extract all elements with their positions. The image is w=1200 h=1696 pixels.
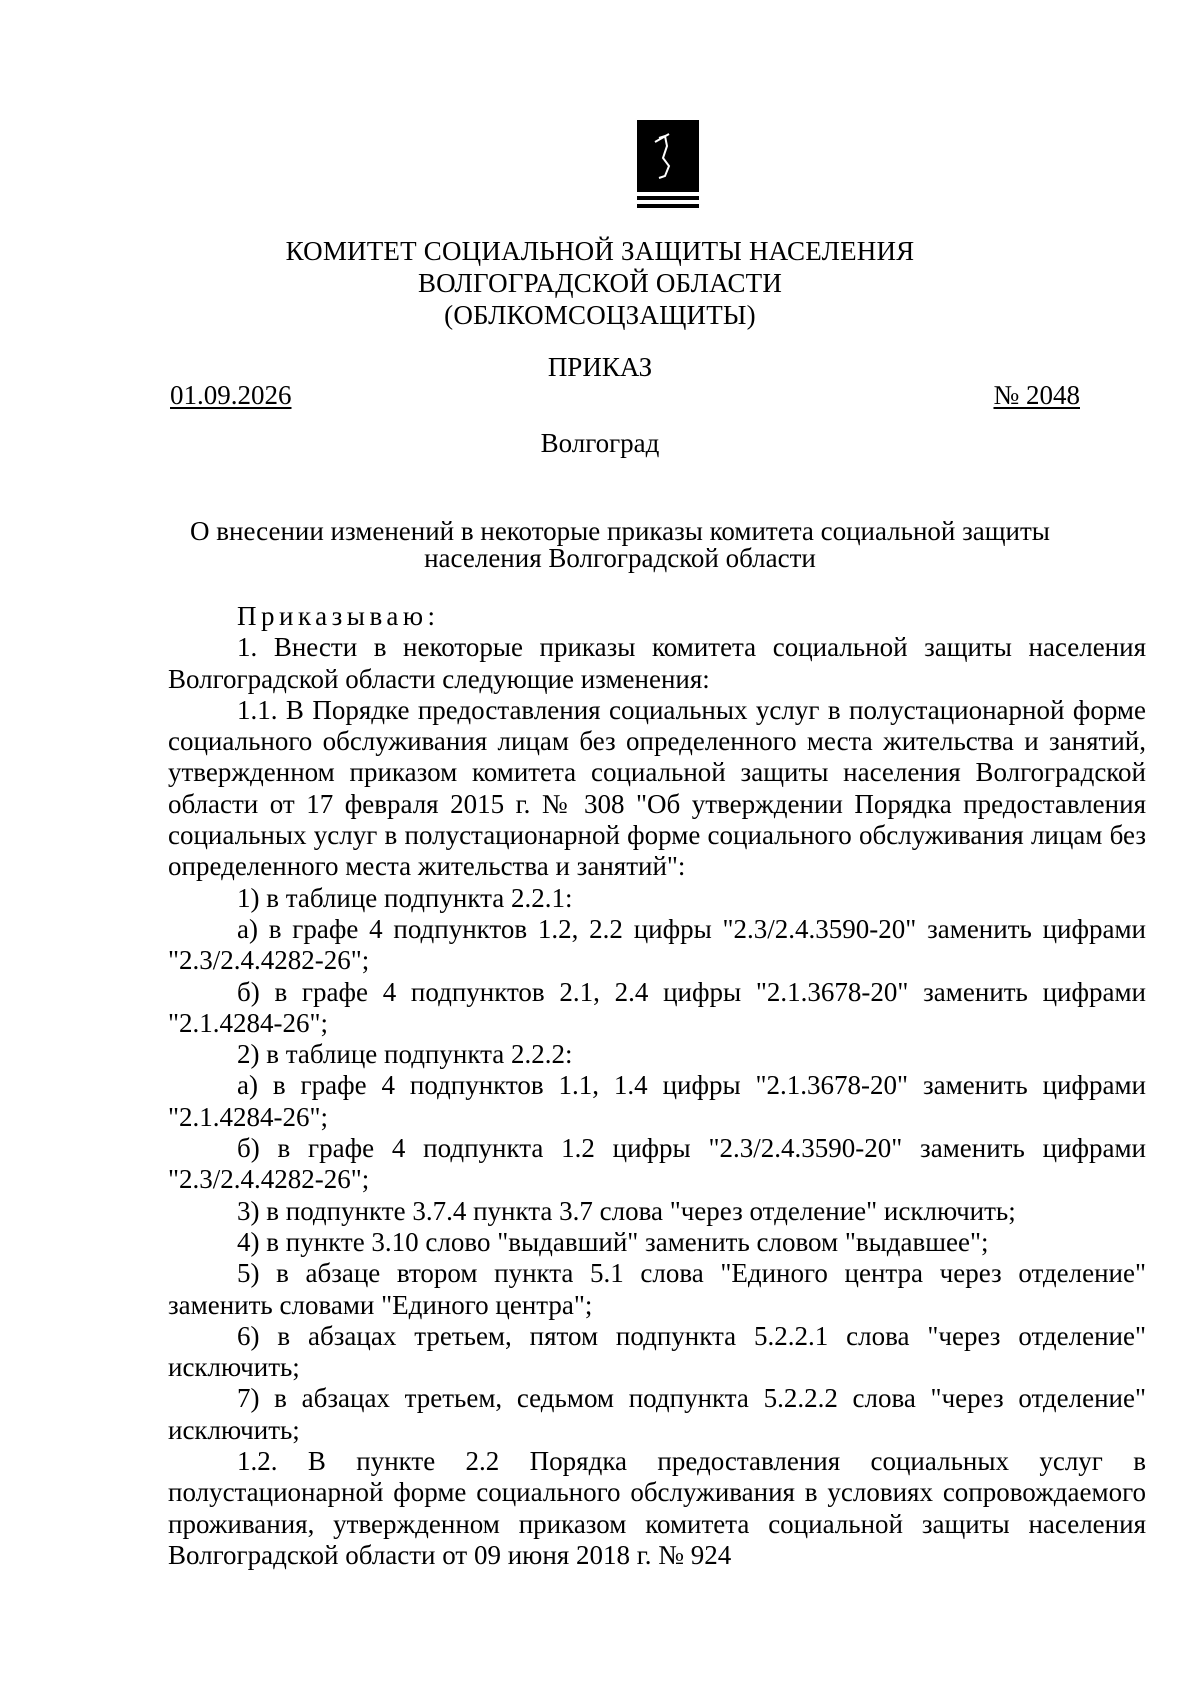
- body-paragraph: 1) в таблице подпункта 2.2.1:: [237, 882, 573, 913]
- body-paragraph: 3) в подпункте 3.7.4 пункта 3.7 слова "через отделение" исключить;: [237, 1195, 1016, 1226]
- org-name-line-1: КОМИТЕТ СОЦИАЛЬНОЙ ЗАЩИТЫ НАСЕЛЕНИЯ: [285, 236, 915, 266]
- document-city: Волгоград: [540, 428, 660, 458]
- body-paragraph: 1. Внести в некоторые приказы комитета социальной защиты населения Волгоградской области следующие изменения:: [168, 632, 1146, 694]
- body-paragraph: 4) в пункте 3.10 слово "выдавший" заменить словом "выдавшее";: [237, 1226, 989, 1257]
- body-paragraph: 1.1. В Порядке предоставления социальных услуг в полустационарной форме социального обслуживания лицам без определенного места жительства и занятий, утвержденном приказом комитета социальной защиты населения Волгоградской области от 17 февраля 2015 г. № 308 "Об утверждении Порядка предоставления социальных услуг в полустационарной форме социального обслуживания лицам без определенного места жительства и занятий":: [168, 694, 1146, 882]
- org-name-line-3: (ОБЛКОМСОЦЗАЩИТЫ): [444, 300, 756, 330]
- document-body: [168, 601, 1146, 1571]
- body-paragraph: 7) в абзацах третьем, седьмом подпункта 5.2.2.2 слова "через отделение" исключить;: [168, 1383, 1146, 1445]
- body-paragraph: 6) в абзацах третьем, пятом подпункта 5.2.2.1 слова "через отделение" исключить;: [168, 1320, 1146, 1383]
- document-number: № 2048: [993, 380, 1080, 410]
- org-name-line-2: ВОЛГОГРАДСКОЙ ОБЛАСТИ: [417, 268, 783, 298]
- body-paragraph: 2) в таблице подпункта 2.2.2:: [237, 1039, 573, 1070]
- body-paragraph: а) в графе 4 подпунктов 1.1, 1.4 цифры "2.1.3678-20" заменить цифрами "2.1.4284-26";: [168, 1070, 1146, 1132]
- document-subject: О внесении изменений в некоторые приказы комитета социальной защиты населения Волгоградской области: [190, 516, 1050, 573]
- coat-of-arms-emblem: [637, 120, 699, 212]
- body-paragraph: 5) в абзаце втором пункта 5.1 слова "Единого центра через отделение" заменить словами "Единого центра";: [168, 1258, 1146, 1320]
- body-paragraph: а) в графе 4 подпунктов 1.2, 2.2 цифры "2.3/2.4.3590-20" заменить цифрами "2.3/2.4.4282-26";: [168, 913, 1146, 976]
- body-paragraph: б) в графе 4 подпунктов 2.1, 2.4 цифры "2.1.3678-20" заменить цифрами "2.1.4284-26";: [168, 976, 1146, 1038]
- document-type: ПРИКАЗ: [547, 352, 653, 382]
- document-date: 01.09.2026: [170, 380, 292, 410]
- body-paragraph: 1.2. В пункте 2.2 Порядка предоставления социальных услуг в полустационарной форме социального обслуживания в условиях сопровождаемого проживания, утвержденном приказом комитета социальной защиты населения Волгоградской области от 09 июня 2018 г. № 924: [168, 1446, 1146, 1570]
- body-paragraph: Приказываю:: [237, 601, 440, 631]
- body-paragraph: б) в графе 4 подпункта 1.2 цифры "2.3/2.4.3590-20" заменить цифрами "2.3/2.4.4282-26";: [168, 1133, 1146, 1195]
